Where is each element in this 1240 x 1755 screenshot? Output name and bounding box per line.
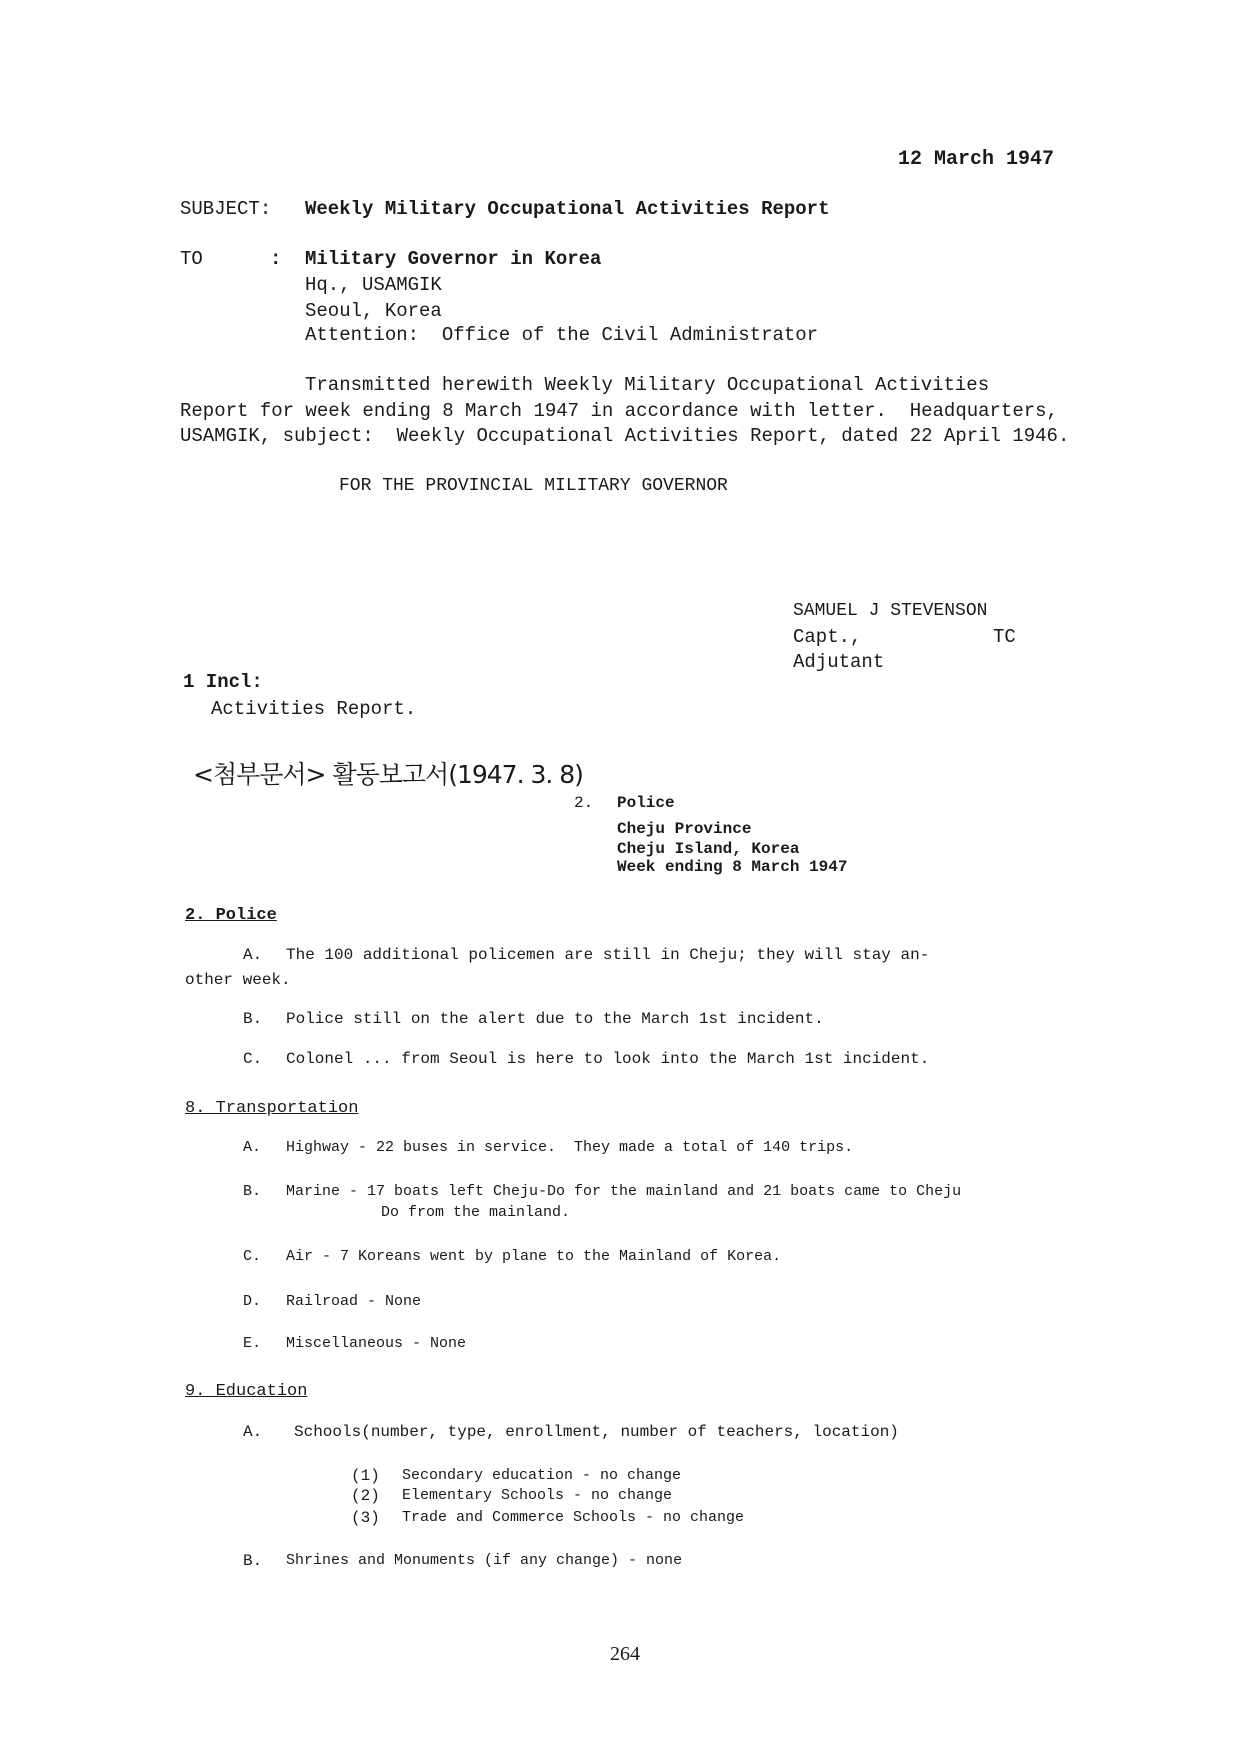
to-colon: : — [270, 248, 282, 270]
item-label: C. — [243, 1050, 263, 1068]
item-text-continued: Do from the mainland. — [381, 1204, 571, 1221]
report-header-line: Police — [617, 794, 675, 812]
item-text: Schools(number, type, enrollment, number of teachers, location) — [294, 1423, 899, 1441]
page-number: 264 — [610, 1643, 640, 1665]
item-text: Air - 7 Koreans went by plane to the Mainland of Korea. — [286, 1248, 782, 1265]
address-line: Hq., USAMGIK — [305, 274, 442, 296]
subitem-text: Trade and Commerce Schools - no change — [402, 1509, 745, 1526]
to-label: TO — [180, 248, 203, 270]
subitem-text: Secondary education - no change — [402, 1467, 682, 1484]
report-header-line: Cheju Island, Korea — [617, 840, 800, 858]
item-label: A. — [243, 1139, 262, 1156]
item-text: Shrines and Monuments (if any change) - none — [286, 1552, 683, 1569]
item-text: Highway - 22 buses in service. They made a total of 140 trips. — [286, 1139, 854, 1156]
signature-rank: Capt., — [793, 626, 862, 648]
item-text: Miscellaneous - None — [286, 1335, 467, 1352]
section-heading-education: 9. Education — [185, 1382, 308, 1401]
body-line: USAMGIK, subject: Weekly Occupational Activities Report, dated 22 April 1946. — [180, 425, 1070, 447]
report-header-line: Week ending 8 March 1947 — [617, 858, 848, 876]
letter-date: 12 March 1947 — [898, 148, 1055, 171]
report-header-line: Cheju Province — [617, 820, 752, 838]
address-line: Military Governor in Korea — [305, 248, 602, 270]
subitem-text: Elementary Schools - no change — [402, 1487, 673, 1504]
report-header-number: 2. — [574, 794, 594, 812]
item-label: A. — [243, 946, 263, 964]
item-text: Police still on the alert due to the March 1st incident. — [286, 1010, 824, 1028]
section-heading-police: 2. Police — [185, 906, 277, 925]
item-text: Colonel ... from Seoul is here to look into the March 1st incident. — [286, 1050, 930, 1068]
signature-title: Adjutant — [793, 651, 885, 673]
item-label: E. — [243, 1335, 262, 1352]
item-label: B. — [243, 1010, 263, 1028]
korean-caption: <첨부문서> 활동보고서(1947. 3. 8) — [193, 760, 583, 789]
subitem-label: (1) — [351, 1467, 380, 1485]
signature-branch: TC — [993, 626, 1016, 648]
subject-label: SUBJECT: — [180, 198, 272, 220]
item-text: Marine - 17 boats left Cheju-Do for the mainland and 21 boats came to Cheju — [286, 1183, 962, 1200]
subitem-label: (2) — [351, 1487, 380, 1505]
subject-text: Weekly Military Occupational Activities Report — [305, 198, 830, 220]
item-label: A. — [243, 1423, 263, 1441]
item-label: B. — [243, 1552, 263, 1570]
inclosure-label: 1 Incl: — [183, 671, 263, 693]
body-line: Transmitted herewith Weekly Military Occupational Activities — [305, 374, 990, 396]
address-line: Attention: Office of the Civil Administrator — [305, 324, 819, 346]
signature-name: SAMUEL J STEVENSON — [793, 601, 988, 621]
item-text: The 100 additional policemen are still in Cheju; they will stay an- — [286, 946, 930, 964]
for-line: FOR THE PROVINCIAL MILITARY GOVERNOR — [339, 476, 728, 496]
item-label: B. — [243, 1183, 262, 1200]
address-line: Seoul, Korea — [305, 300, 442, 322]
subitem-label: (3) — [351, 1509, 380, 1527]
inclosure-item: Activities Report. — [211, 698, 417, 720]
body-line: Report for week ending 8 March 1947 in accordance with letter. Headquarters, — [180, 400, 1058, 422]
item-text: Railroad - None — [286, 1293, 422, 1310]
item-label: D. — [243, 1293, 262, 1310]
item-text-continued: other week. — [185, 971, 291, 989]
section-heading-transportation: 8. Transportation — [185, 1099, 359, 1118]
item-label: C. — [243, 1248, 262, 1265]
